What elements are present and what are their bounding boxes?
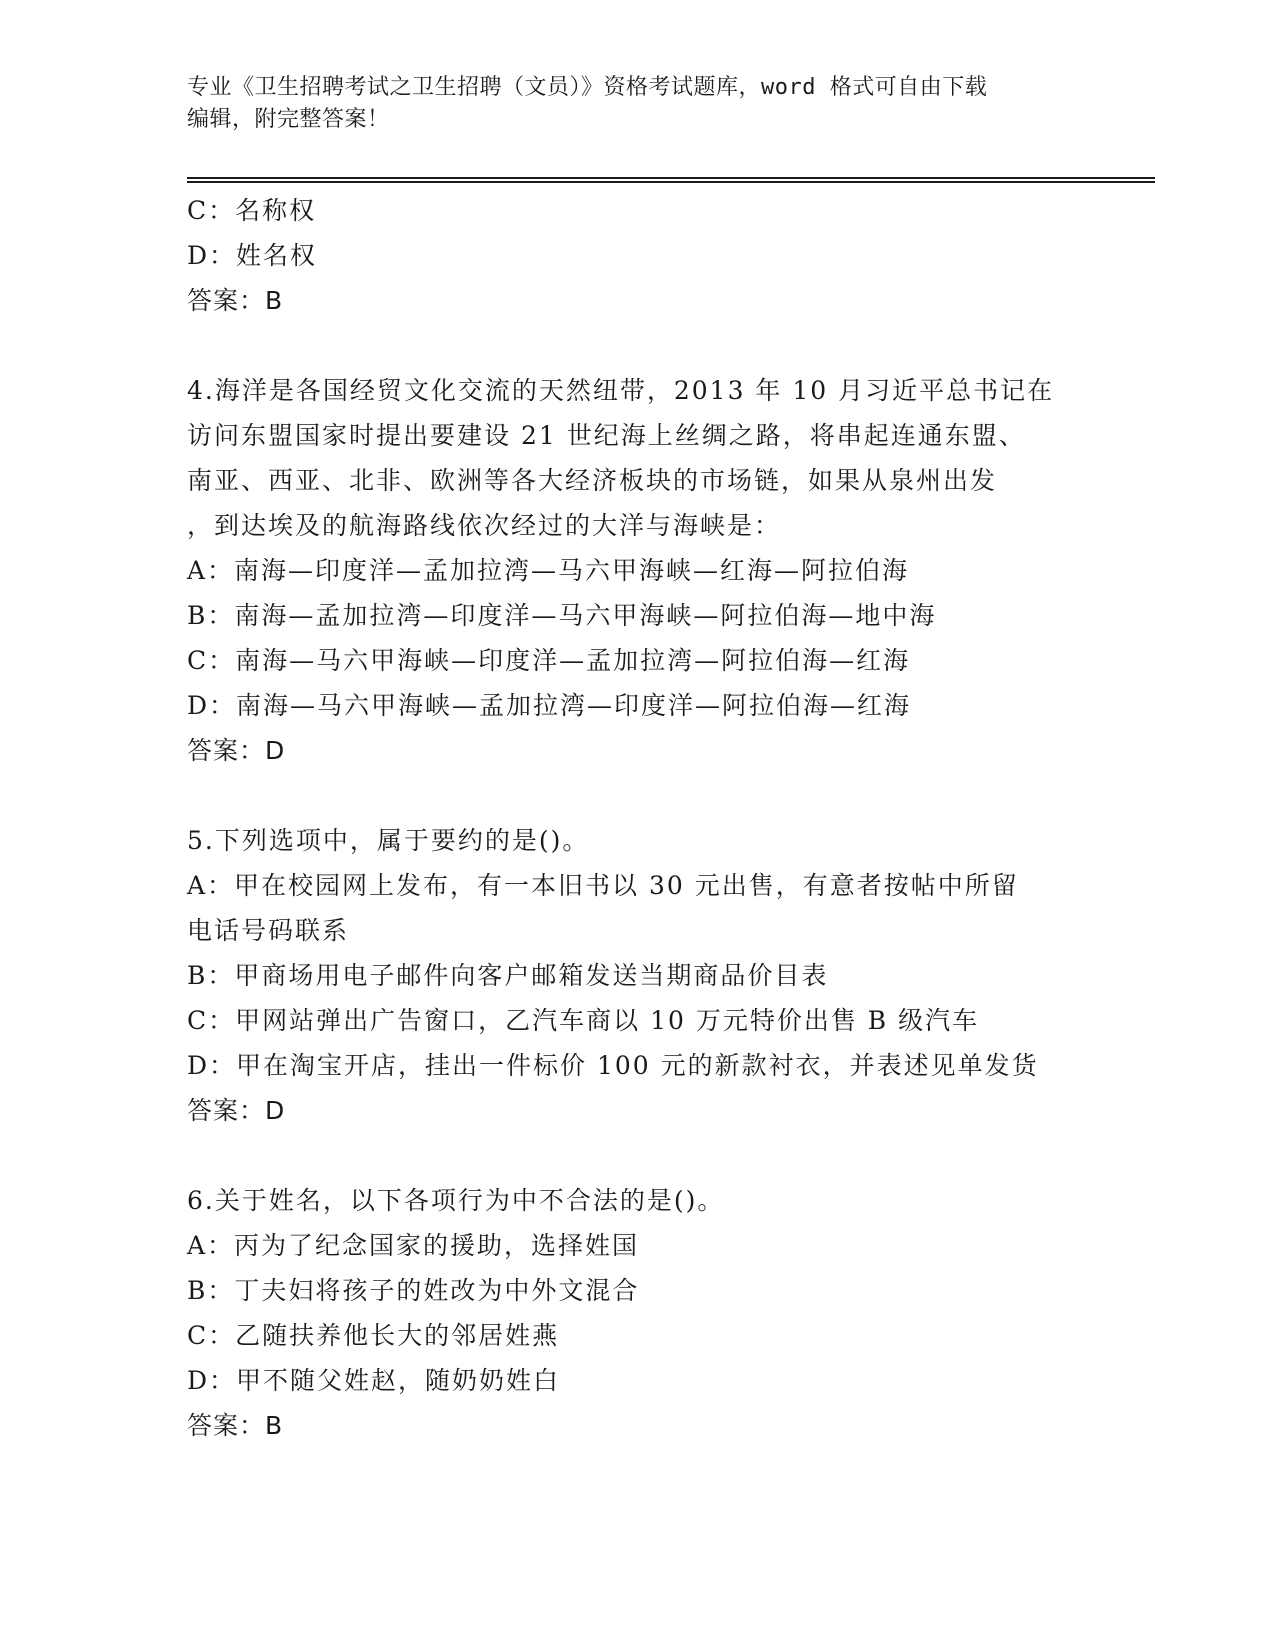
document-header bbox=[187, 72, 1087, 136]
answer: 答案：B bbox=[187, 286, 284, 315]
header-divider-top bbox=[187, 177, 1155, 179]
question-4 bbox=[187, 368, 1147, 773]
question-stem: 5.下列选项中，属于要约的是()。 bbox=[187, 826, 590, 855]
option-c: C：甲网站弹出广告窗口，乙汽车商以 10 万元特价出售 B 级汽车 bbox=[187, 1006, 980, 1035]
question-stem: 4.海洋是各国经贸文化交流的天然纽带，2013 年 10 月习近平总书记在 bbox=[187, 376, 1055, 405]
option-d: D：姓名权 bbox=[187, 241, 318, 270]
question-6 bbox=[187, 1178, 1147, 1448]
option-a: A：南海—印度洋—孟加拉湾—马六甲海峡—红海—阿拉伯海 bbox=[187, 556, 910, 585]
option-a-continued: 电话号码联系 bbox=[187, 916, 350, 945]
spacer bbox=[187, 323, 1147, 368]
question-stem: 6.关于姓名，以下各项行为中不合法的是()。 bbox=[187, 1186, 725, 1215]
header-line-2: 编辑，附完整答案！ bbox=[187, 107, 390, 132]
question-3-tail bbox=[187, 188, 1147, 323]
answer: 答案：D bbox=[187, 1096, 286, 1125]
option-a: A：丙为了纪念国家的援助，选择姓国 bbox=[187, 1231, 640, 1260]
spacer bbox=[187, 773, 1147, 818]
answer: 答案：D bbox=[187, 736, 286, 765]
answer: 答案：B bbox=[187, 1411, 284, 1440]
option-a: A：甲在校园网上发布，有一本旧书以 30 元出售，有意者按帖中所留 bbox=[187, 871, 1019, 900]
option-b: B：甲商场用电子邮件向客户邮箱发送当期商品价目表 bbox=[187, 961, 829, 990]
option-b: B：南海—孟加拉湾—印度洋—马六甲海峡—阿拉伯海—地中海 bbox=[187, 601, 937, 630]
option-c: C：名称权 bbox=[187, 196, 317, 225]
option-c: C：乙随扶养他长大的邻居姓燕 bbox=[187, 1321, 560, 1350]
option-b: B：丁夫妇将孩子的姓改为中外文混合 bbox=[187, 1276, 640, 1305]
option-d: D：甲在淘宝开店，挂出一件标价 100 元的新款衬衣，并表述见单发货 bbox=[187, 1051, 1039, 1080]
header-line-1: 专业《卫生招聘考试之卫生招聘（文员）》资格考试题库，word 格式可自由下载 bbox=[187, 75, 988, 100]
option-d: D：南海—马六甲海峡—孟加拉湾—印度洋—阿拉伯海—红海 bbox=[187, 691, 912, 720]
question-stem: ，到达埃及的航海路线依次经过的大洋与海峡是： bbox=[187, 511, 782, 540]
question-stem: 南亚、西亚、北非、欧洲等各大经济板块的市场链，如果从泉州出发 bbox=[187, 466, 998, 495]
spacer bbox=[187, 1133, 1147, 1178]
question-list bbox=[187, 188, 1147, 1448]
option-d: D：甲不随父姓赵，随奶奶姓白 bbox=[187, 1366, 561, 1395]
option-c: C：南海—马六甲海峡—印度洋—孟加拉湾—阿拉伯海—红海 bbox=[187, 646, 911, 675]
question-stem: 访问东盟国家时提出要建设 21 世纪海上丝绸之路，将串起连通东盟、 bbox=[187, 421, 1026, 450]
question-5 bbox=[187, 818, 1147, 1133]
header-divider-bottom bbox=[187, 181, 1155, 183]
